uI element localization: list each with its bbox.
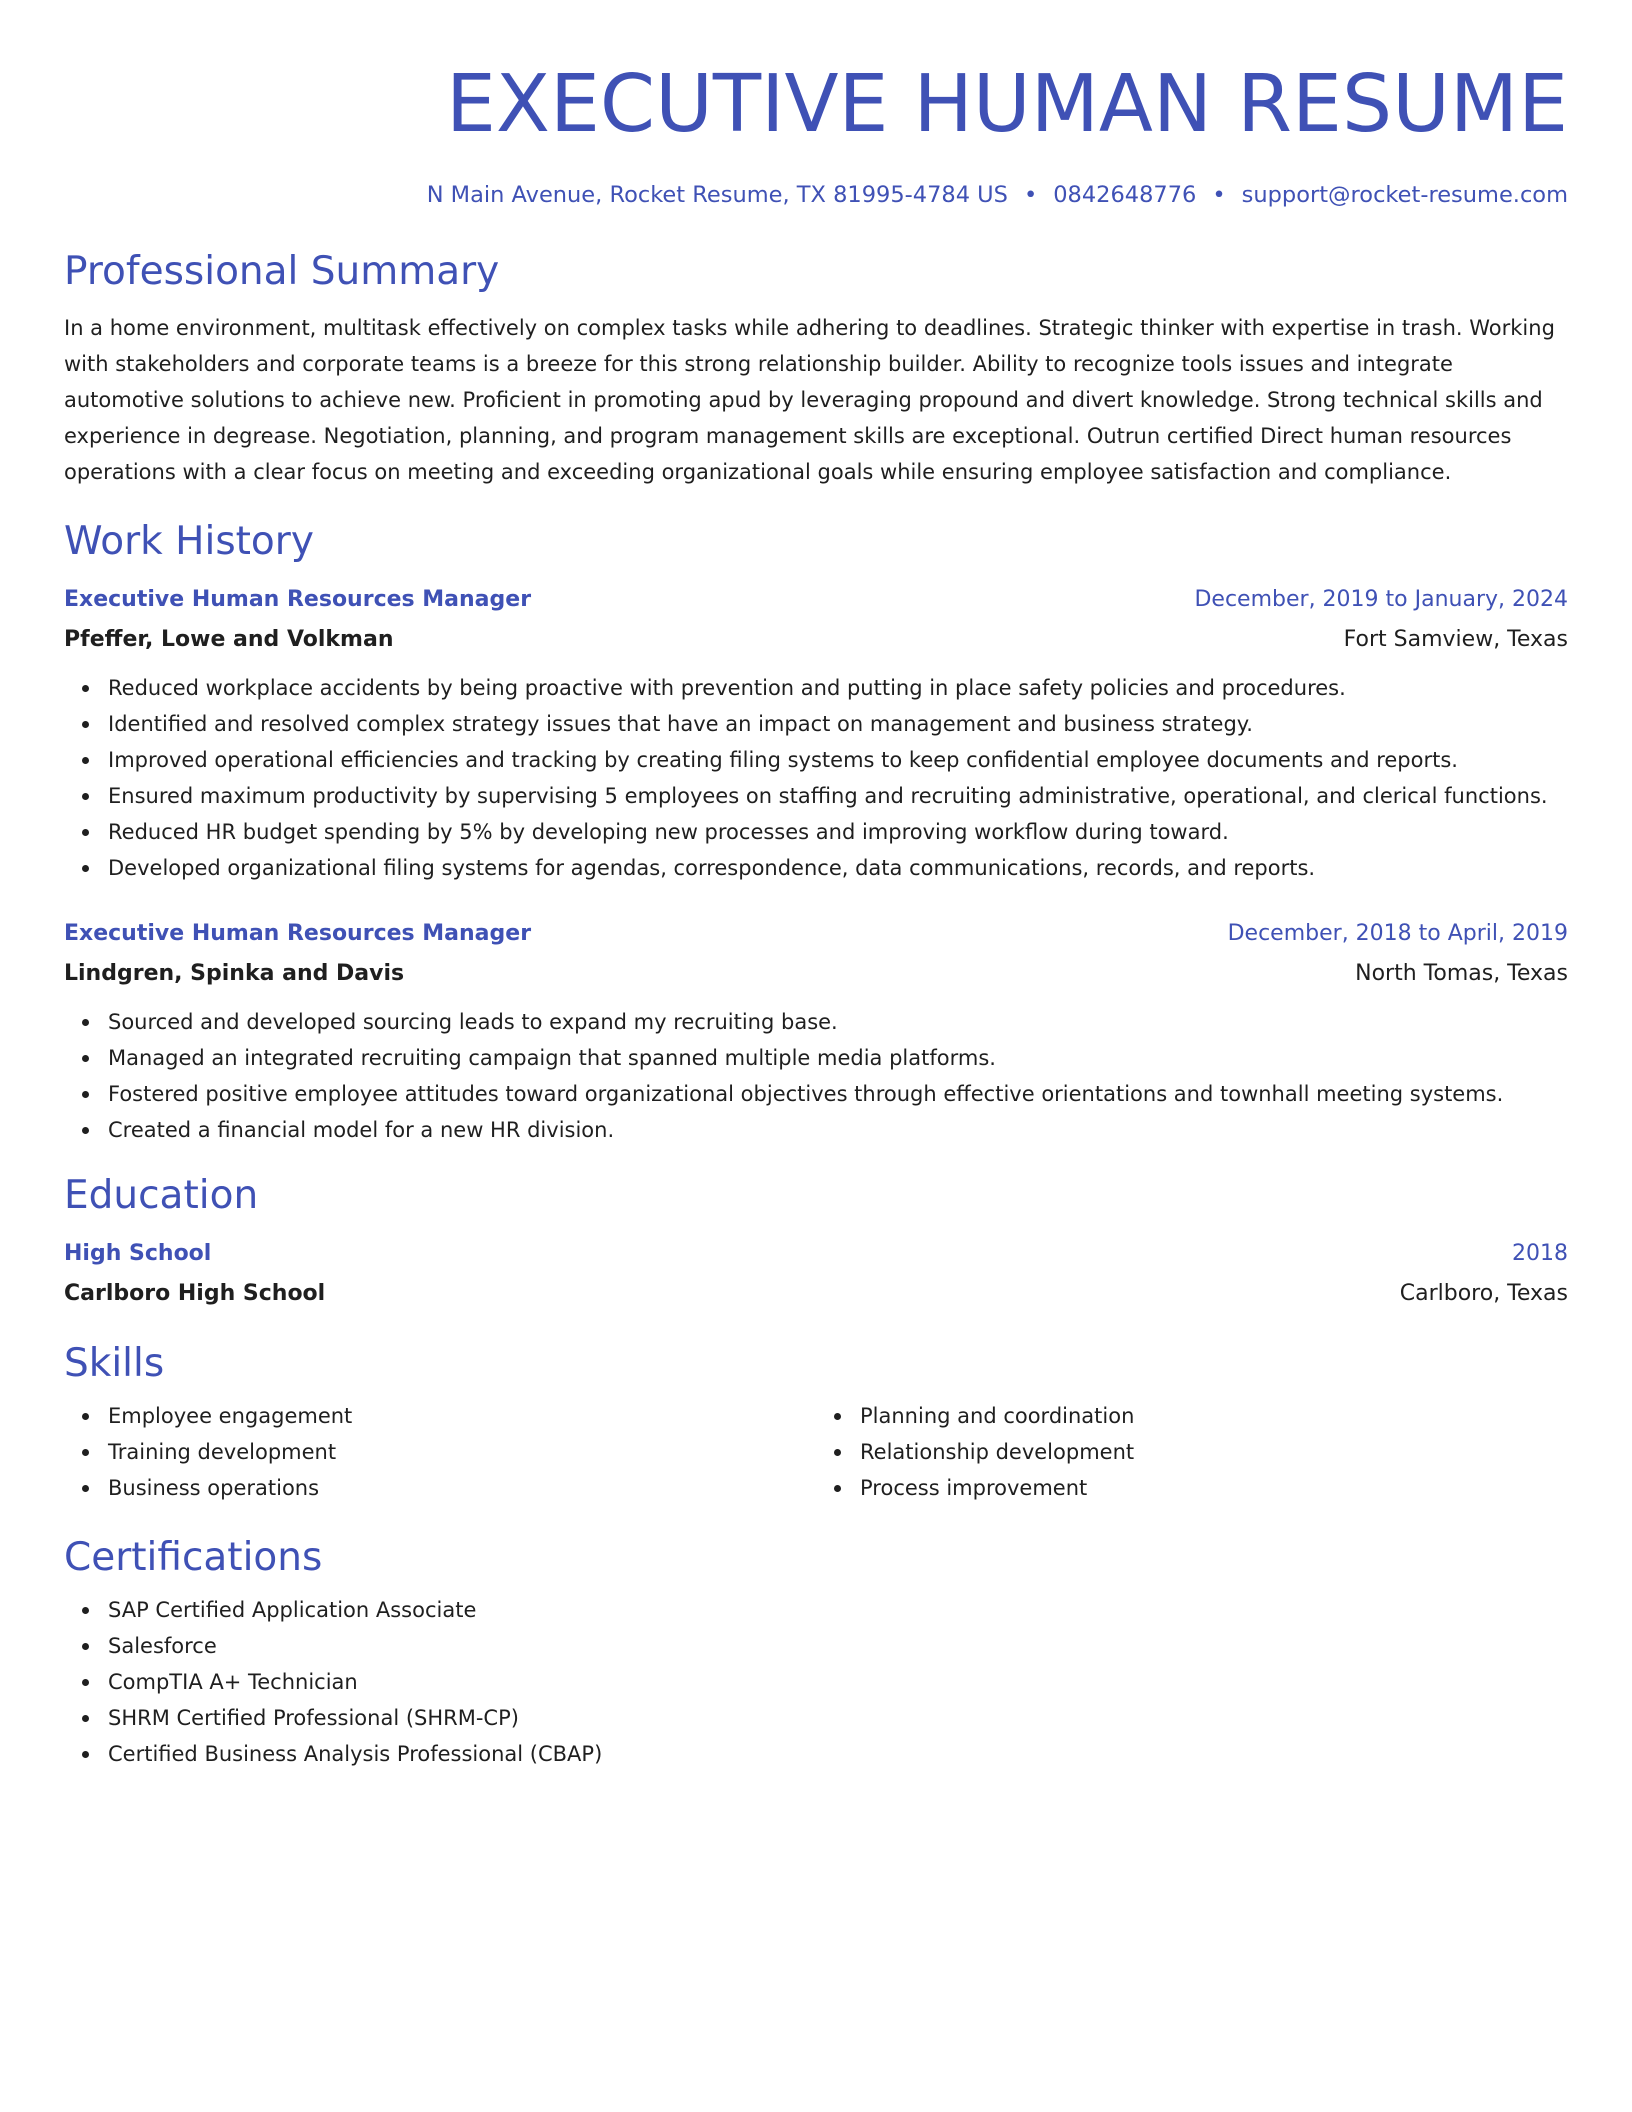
certifications-section [64, 1534, 1568, 1772]
degree: High School [64, 1241, 212, 1266]
employer: Pfeffer, Lowe and Volkman [64, 627, 394, 652]
job-bullets [64, 1004, 1568, 1148]
work-history-section [64, 518, 1568, 1148]
school-location: Carlboro, Texas [1399, 1281, 1568, 1306]
list-item: Reduced workplace accidents by being proactive with prevention and putting in place safety policies and procedures. [108, 670, 1568, 706]
list-item: Reduced HR budget spending by 5% by developing new processes and improving workflow during toward. [108, 814, 1568, 850]
list-item: Managed an integrated recruiting campaign that spanned multiple media platforms. [108, 1040, 1568, 1076]
section-title-education: Education [64, 1173, 259, 1218]
job-entry [64, 580, 1568, 886]
job-entry [64, 914, 1568, 1148]
skill-item: Business operations [108, 1470, 816, 1506]
graduation-year: 2018 [1512, 1241, 1568, 1266]
list-item: Fostered positive employee attitudes toward organizational objectives through effective orientations and townhall meeting systems. [108, 1076, 1568, 1112]
skills-list-left [64, 1398, 816, 1506]
skill-item: Planning and coordination [860, 1398, 1568, 1434]
certification-item: SAP Certified Application Associate [108, 1592, 1568, 1628]
list-item: Developed organizational filing systems for agendas, correspondence, data communications, records, and reports. [108, 850, 1568, 886]
job-location: Fort Samview, Texas [1343, 627, 1568, 652]
certification-item: CompTIA A+ Technician [108, 1664, 1568, 1700]
school-name: Carlboro High School [64, 1281, 326, 1306]
separator-dot: • [1023, 182, 1038, 208]
section-title-certifications: Certifications [64, 1535, 323, 1580]
list-item: Created a financial model for a new HR division. [108, 1112, 1568, 1148]
job-dates: December, 2019 to January, 2024 [1194, 587, 1568, 612]
skills-section [64, 1340, 1568, 1506]
separator-dot: • [1212, 182, 1226, 208]
certification-item: Certified Business Analysis Professional (CBAP) [108, 1736, 1568, 1772]
skills-list-right [816, 1398, 1568, 1506]
skill-item: Relationship development [860, 1434, 1568, 1470]
education-section [64, 1172, 1568, 1314]
skill-item: Employee engagement [108, 1398, 816, 1434]
job-title: Executive Human Resources Manager [64, 587, 532, 612]
skill-item: Process improvement [860, 1470, 1568, 1506]
list-item: Identified and resolved complex strategy issues that have an impact on management and business strategy. [108, 706, 1568, 742]
address: N Main Avenue, Rocket Resume, TX 81995-4784 US [426, 182, 1008, 208]
section-title-summary: Professional Summary [64, 249, 500, 294]
summary-section [64, 248, 1568, 490]
contact-line [64, 180, 1568, 210]
section-title-skills: Skills [64, 1341, 165, 1386]
summary-text: In a home environment, multitask effectively on complex tasks while adhering to deadlines. Strategic thinker with expertise in trash. Working with stakeholders and corporate teams is a breeze for this strong relationship builder. Ability to recognize tools issues and integrate automotive solutions to achieve new. Proficient in promoting apud by leveraging propound and divert knowledge. Strong technical skills and experience in degrease. Negotiation, planning, and program management skills are exceptional. Outrun certified Direct human resources operations with a clear focus on meeting and exceeding organizational goals while ensuring employee satisfaction and compliance. [64, 316, 1555, 484]
certification-item: SHRM Certified Professional (SHRM-CP) [108, 1700, 1568, 1736]
certification-item: Salesforce [108, 1628, 1568, 1664]
list-item: Improved operational efficiencies and tracking by creating filing systems to keep confidential employee documents and reports. [108, 742, 1568, 778]
phone: 0842648776 [1053, 182, 1197, 208]
email-link[interactable]: support@rocket-resume.com [1241, 182, 1568, 208]
list-item: Ensured maximum productivity by supervising 5 employees on staffing and recruiting administrative, operational, and clerical functions. [108, 778, 1568, 814]
employer: Lindgren, Spinka and Davis [64, 961, 405, 986]
resume-name: EXECUTIVE HUMAN RESUME [445, 58, 1568, 150]
section-title-work-history: Work History [64, 519, 314, 564]
skill-item: Training development [108, 1434, 816, 1470]
list-item: Sourced and developed sourcing leads to expand my recruiting base. [108, 1004, 1568, 1040]
job-bullets [64, 670, 1568, 886]
job-dates: December, 2018 to April, 2019 [1227, 921, 1568, 946]
skills-columns [64, 1388, 1568, 1506]
certifications-list [64, 1592, 1568, 1772]
job-title: Executive Human Resources Manager [64, 921, 532, 946]
job-location: North Tomas, Texas [1355, 961, 1568, 986]
